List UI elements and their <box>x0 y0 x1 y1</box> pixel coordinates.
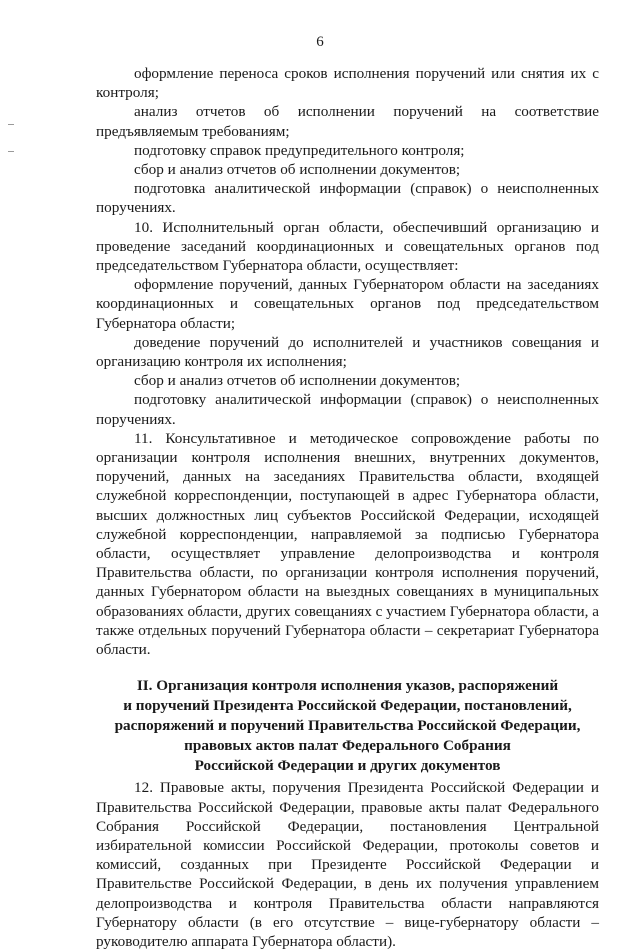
paragraph-item-11: 11. Консультативное и методическое сопровождение работы по организации контроля исполнения внешних, внутренних документов, поручений, данных на заседаниях Правительства области, входящей служебной корреспонденции, поступающей в адрес Губернатора области, высших должностных лиц субъектов Российской Федерации, исходящей служебной корреспонденции, направляемой за подписью Губернатора области, осуществляет управление делопроизводства и контроля Правительства области, по организации контроля исполнения поручений, данных Губернатором области на выездных совещаниях в муниципальных образованиях области, других совещаниях с участием Губернатора области, а также отдельных поручений Губернатора области – секретариат Губернатора области. <box>96 429 599 659</box>
paragraph: подготовку аналитической информации (справок) о неисполненных поручениях. <box>96 391 599 428</box>
paragraph: оформление поручений, данных Губернатором области на заседаниях координационных и совещательных органов под председательством Губернатора области; <box>96 276 599 332</box>
document-body <box>96 64 599 951</box>
paragraph: анализ отчетов об исполнении поручений на соответствие предъявляемым требованиям; <box>96 103 599 140</box>
paragraph-item-10: 10. Исполнительный орган области, обеспечивший организацию и проведение заседаний координационных и совещательных органов под председательством Губернатора области, осуществляет: <box>96 218 599 275</box>
paragraph: доведение поручений до исполнителей и участников совещания и организацию контроля их исполнения; <box>96 333 599 371</box>
paragraph: оформление переноса сроков исполнения поручений или снятия их с контроля; <box>96 65 599 102</box>
section-heading-line: правовых актов палат Федерального Собрания <box>184 737 511 755</box>
paragraph: сбор и анализ отчетов об исполнении документов; <box>134 372 461 390</box>
section-heading-line: и поручений Президента Российской Федерации, постановлений, <box>123 697 572 715</box>
scan-mark <box>8 151 14 152</box>
paragraph: подготовка аналитической информации (справок) о неисполненных поручениях. <box>96 180 599 217</box>
paragraph-item-12: 12. Правовые акты, поручения Президента Российской Федерации и Правительства Российской Федерации, правовые акты палат Федерального Собрания Российской Федерации, постановления Центральной избирательной комиссии Российской Федерации, протоколы советов и комиссий, созданных при Президенте Российской Федерации и Правительстве Российской Федерации, в день их получения управлением делопроизводства и контроля Правительства области направляются Губернатору области (в его отсутствие – вице-губернатору области – руководителю аппарата Губернатора области). <box>96 779 599 950</box>
paragraph: подготовку справок предупредительного контроля; <box>134 141 465 159</box>
paragraph: сбор и анализ отчетов об исполнении документов; <box>134 161 461 179</box>
page-number: 6 <box>316 34 324 50</box>
section-heading-line: Российской Федерации и других документов <box>194 757 501 775</box>
section-heading-line: распоряжений и поручений Правительства Российской Федерации, <box>114 717 581 735</box>
section-heading <box>96 676 599 776</box>
scan-mark <box>8 124 14 125</box>
section-heading-line: II. Организация контроля исполнения указов, распоряжений <box>136 677 559 695</box>
